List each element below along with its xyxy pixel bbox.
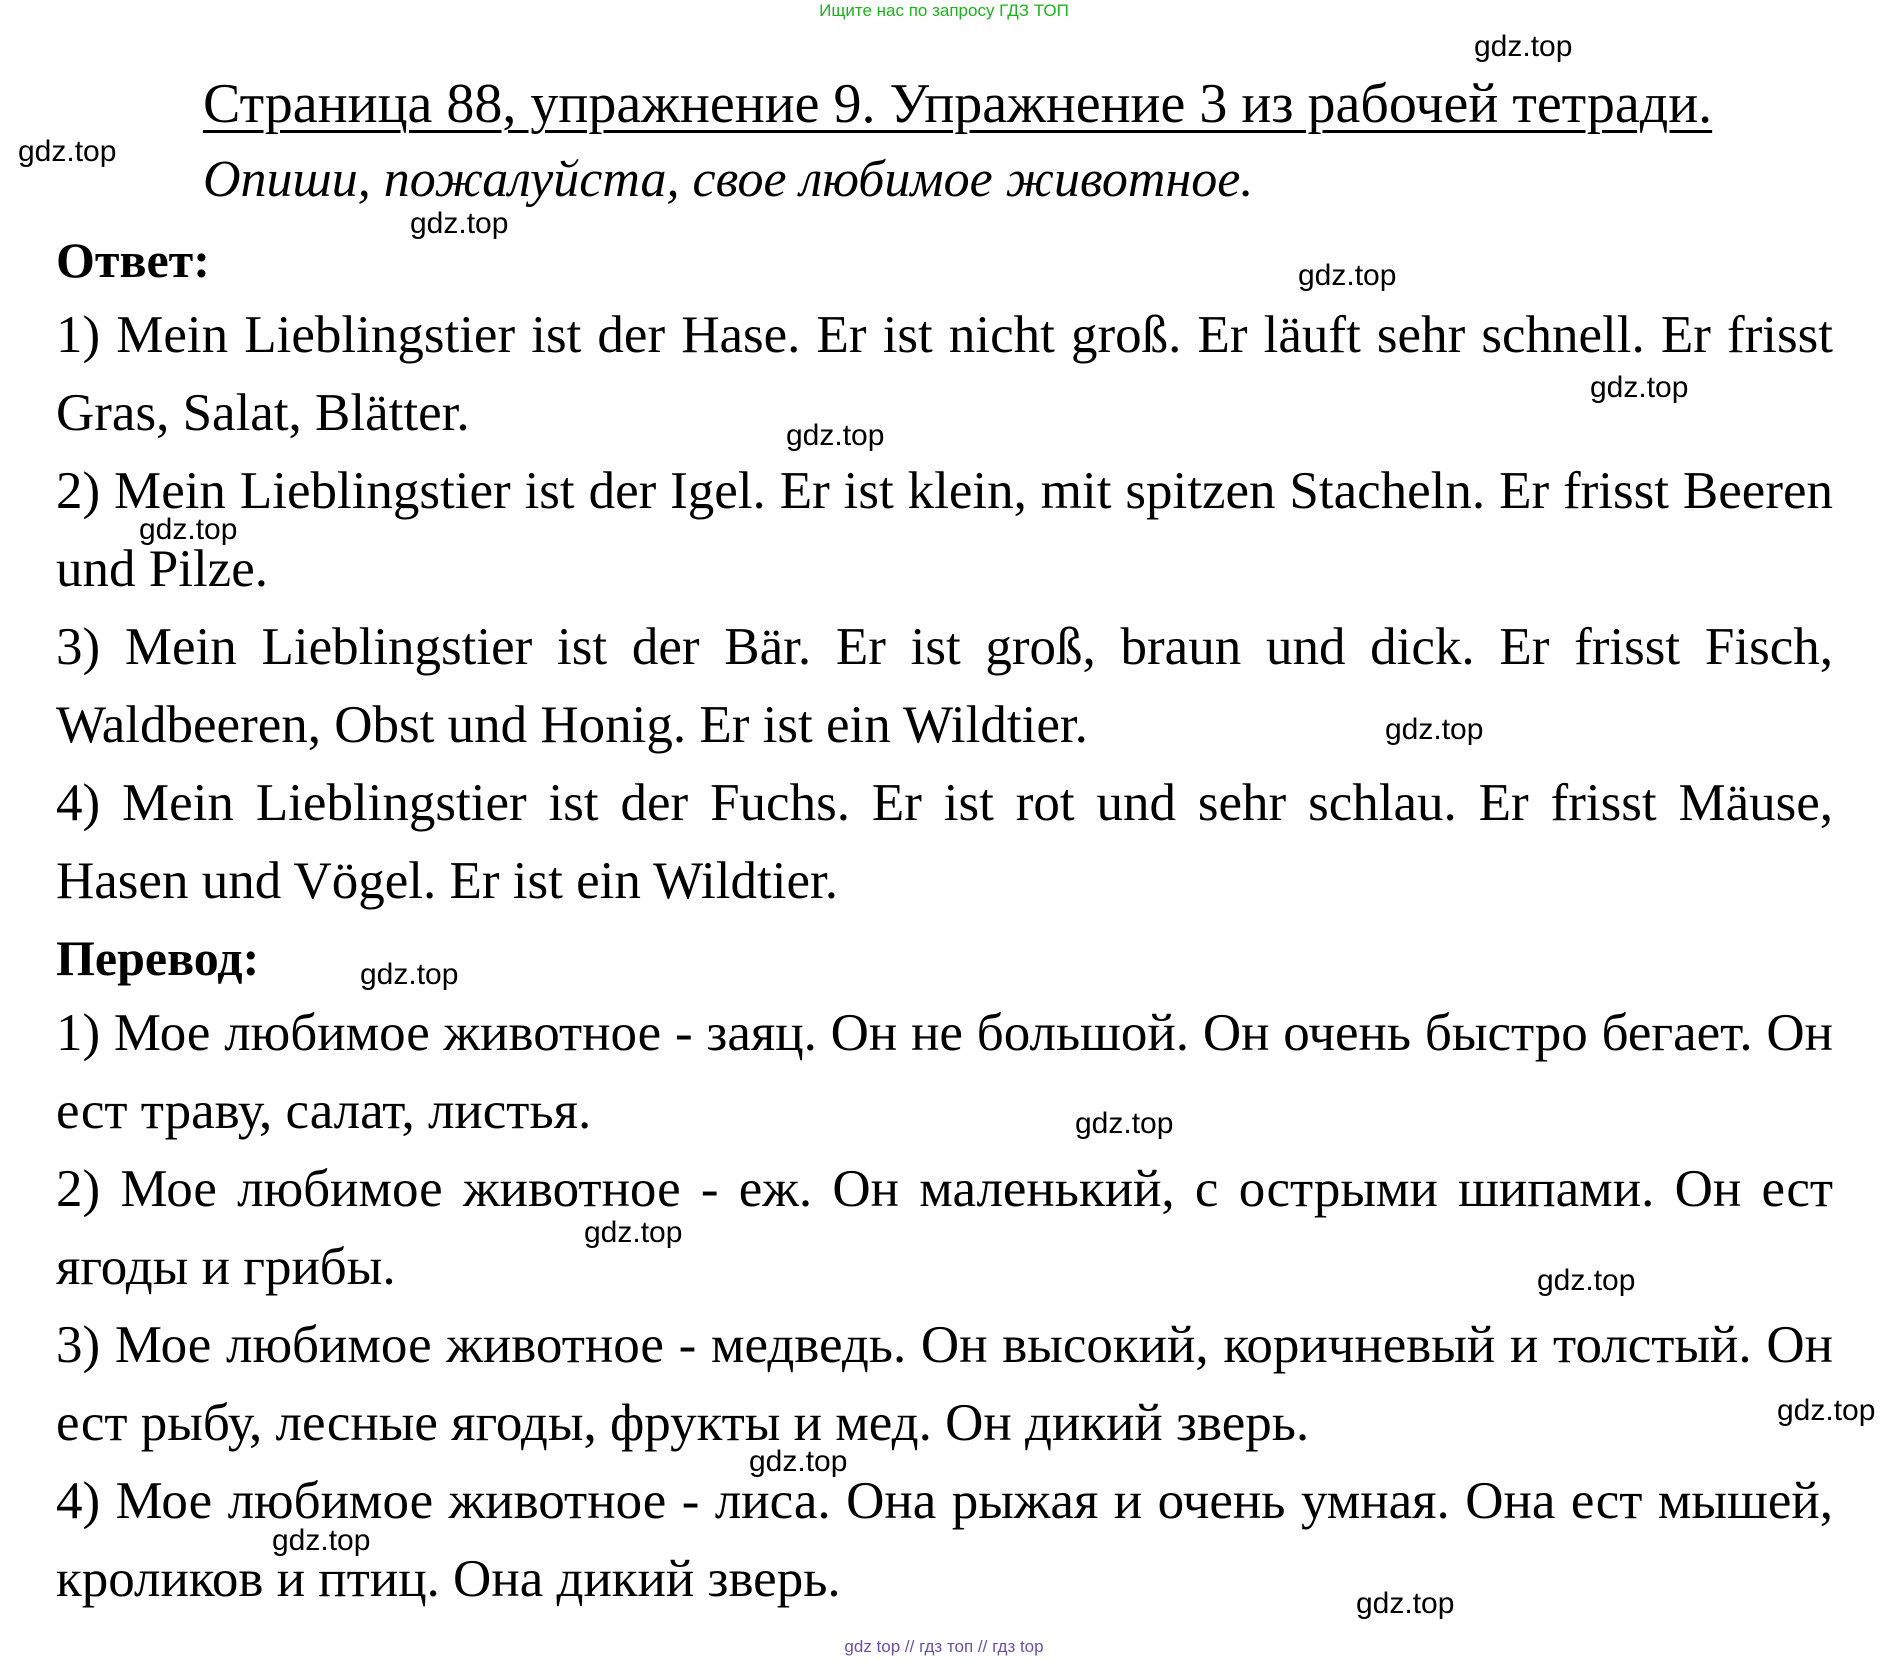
watermark: gdz.top [139,513,238,546]
watermark: gdz.top [410,207,509,240]
watermark: gdz.top [1474,30,1573,63]
answer-block [56,296,1833,920]
watermark: gdz.top [786,419,885,452]
promo-banner-bottom[interactable]: gdz top // гдз топ // гдз top [844,1637,1044,1656]
page-title: Страница 88, упражнение 9. Упражнение 3 из рабочей тетради. [203,73,1713,135]
watermark: gdz.top [18,135,117,168]
translation-item-3: 3) Мое любимое животное - медведь. Он высокий, коричневый и толстый. Он ест рыбу, лесные ягоды, фрукты и мед. Он дикий зверь. [56,1316,1833,1452]
watermark: gdz.top [360,958,459,991]
answer-item-2: 2) Mein Lieblingstier ist der Igel. Er ist klein, mit spitzen Stacheln. Er frisst Beeren und Pilze. [56,462,1833,598]
answer-item-1: 1) Mein Lieblingstier ist der Hase. Er ist nicht groß. Er läuft sehr schnell. Er frisst Gras, Salat, Blätter. [56,306,1833,442]
watermark: gdz.top [749,1445,848,1478]
watermark: gdz.top [1075,1107,1174,1140]
translation-item-1: 1) Мое любимое животное - заяц. Он не большой. Он очень быстро бегает. Он ест траву, салат, листья. [56,1004,1833,1140]
watermark: gdz.top [272,1524,371,1557]
promo-banner-top[interactable]: Ищите нас по запросу ГДЗ ТОП [819,1,1069,20]
answer-item-3: 3) Mein Lieblingstier ist der Bär. Er ist groß, braun und dick. Er frisst Fisch, Waldbeeren, Obst und Honig. Er ist ein Wildtier. [56,618,1833,754]
watermark: gdz.top [1777,1394,1876,1427]
answer-heading: Ответ: [56,232,210,288]
translation-item-2: 2) Мое любимое животное - еж. Он маленький, с острыми шипами. Он ест ягоды и грибы. [56,1160,1833,1296]
translation-item-4: 4) Мое любимое животное - лиса. Она рыжая и очень умная. Она ест мышей, кроликов и птиц. Она дикий зверь. [56,1472,1833,1608]
watermark: gdz.top [1537,1264,1636,1297]
translation-heading: Перевод: [56,930,260,986]
watermark: gdz.top [1356,1587,1455,1620]
watermark: gdz.top [584,1216,683,1249]
watermark: gdz.top [1590,371,1689,404]
watermark: gdz.top [1385,713,1484,746]
answer-item-4: 4) Mein Lieblingstier ist der Fuchs. Er ist rot und sehr schlau. Er frisst Mäuse, Hasen und Vögel. Er ist ein Wildtier. [56,774,1833,910]
task-text: Опиши, пожалуйста, свое любимое животное. [203,151,1254,208]
watermark: gdz.top [1298,259,1397,292]
